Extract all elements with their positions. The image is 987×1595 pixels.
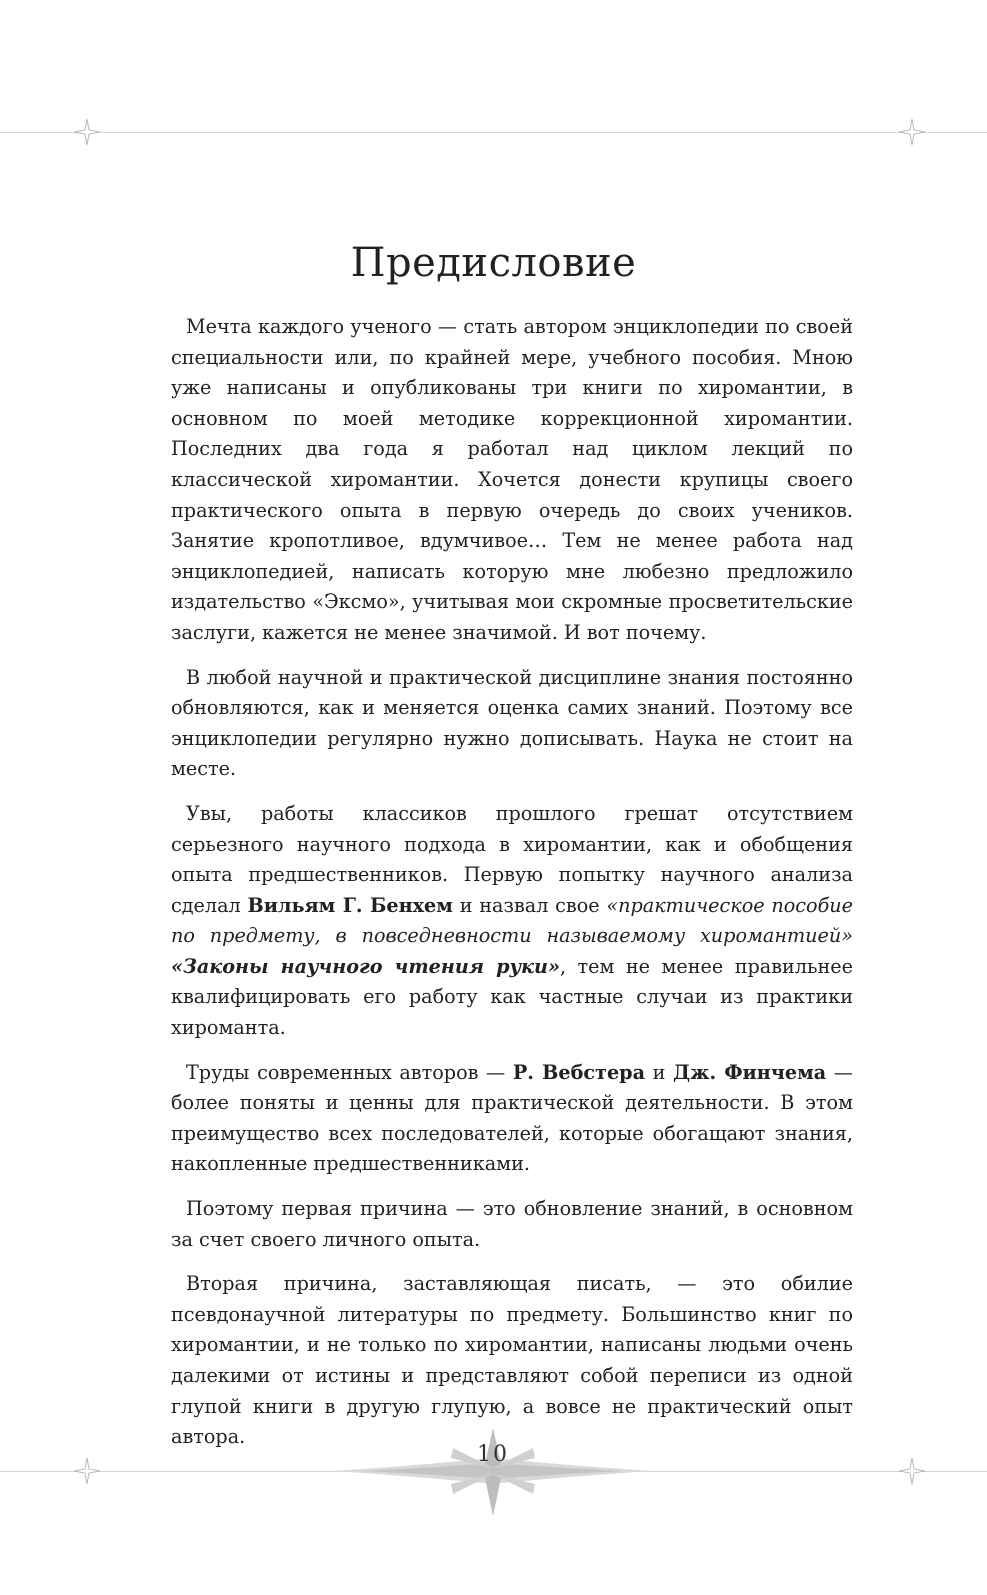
paragraph <box>171 1194 853 1255</box>
paragraph <box>171 663 853 785</box>
header-rule <box>0 132 987 133</box>
bold-text: Дж. Финчема <box>673 1060 827 1084</box>
text-run: В любой научной и практической дисциплине знания постоянно обновляются, как и меняется оценка самих знаний. Поэтому все энциклопедии регулярно нужно дописывать. Наука не стоит на месте. <box>171 665 853 781</box>
bold-italic-text: «Законы научного чтения руки» <box>171 954 560 978</box>
bold-text: Р. Вебстера <box>512 1060 645 1084</box>
italic-text: «практическое пособие по предмету, в повседневности называемому хиромантией» <box>171 893 854 948</box>
bold-text: Вильям Г. Бенхем <box>247 893 453 917</box>
text-run: Мечта каждого ученого — стать автором энциклопедии по своей специальности или, по крайней мере, учебного пособия. Мною уже написаны и опубликованы три книги по хиромантии, в основном по моей методике коррекционной хиромантии. Последних два года я работал над циклом лекций по классической хиромантии. Хочется донести крупицы своего практического опыта в первую очередь до своих учеников. Занятие кропотливое, вдумчивое… Тем не менее работа над энциклопедией, написать которую мне любезно предложило издательство «Эксмо», учитывая мои скромные просветительские заслуги, кажется не менее значимой. И вот почему. <box>171 315 853 644</box>
text-run: — более поняты и ценны для практической деятельности. В этом преимущество всех последователей, которые обогащают знания, накопленные предшественниками. <box>171 1060 853 1176</box>
body-text <box>171 312 853 1467</box>
page-number: 10 <box>477 1442 509 1467</box>
paragraph <box>171 1269 853 1453</box>
paragraph <box>171 1058 853 1180</box>
sparkle-star-icon <box>899 1458 925 1484</box>
text-run: и <box>645 1060 674 1084</box>
sparkle-star-icon <box>899 119 925 145</box>
paragraph <box>171 312 853 649</box>
sparkle-star-icon <box>74 1458 100 1484</box>
text-run: Увы, работы классиков прошлого грешат отсутствием серьезного научного подхода в хиромантии, как и обобщения опыта предшественников. Первую попытку научного анализа сделал <box>171 801 853 917</box>
text-run: , тем не менее правильнее квалифицировать его работу как частные случаи из практики хироманта. <box>171 954 853 1040</box>
page-title: Предисловие <box>350 240 637 286</box>
text-run: и назвал свое <box>452 893 607 917</box>
text-run: Вторая причина, заставляющая писать, — это обилие псевдонаучной литературы по предмету. Большинство книг по хиромантии, и не только по хиромантии, написаны людьми очень далекими от истины и представляют собой переписи из одной глупой книги в другую глупую, а вовсе не практический опыт автора. <box>171 1272 853 1449</box>
text-run: Труды современных авторов — <box>186 1060 513 1084</box>
text-run: Поэтому первая причина — это обновление знаний, в основном за счет своего личного опыта. <box>171 1197 853 1251</box>
paragraph <box>171 799 853 1044</box>
sparkle-star-icon <box>74 119 100 145</box>
